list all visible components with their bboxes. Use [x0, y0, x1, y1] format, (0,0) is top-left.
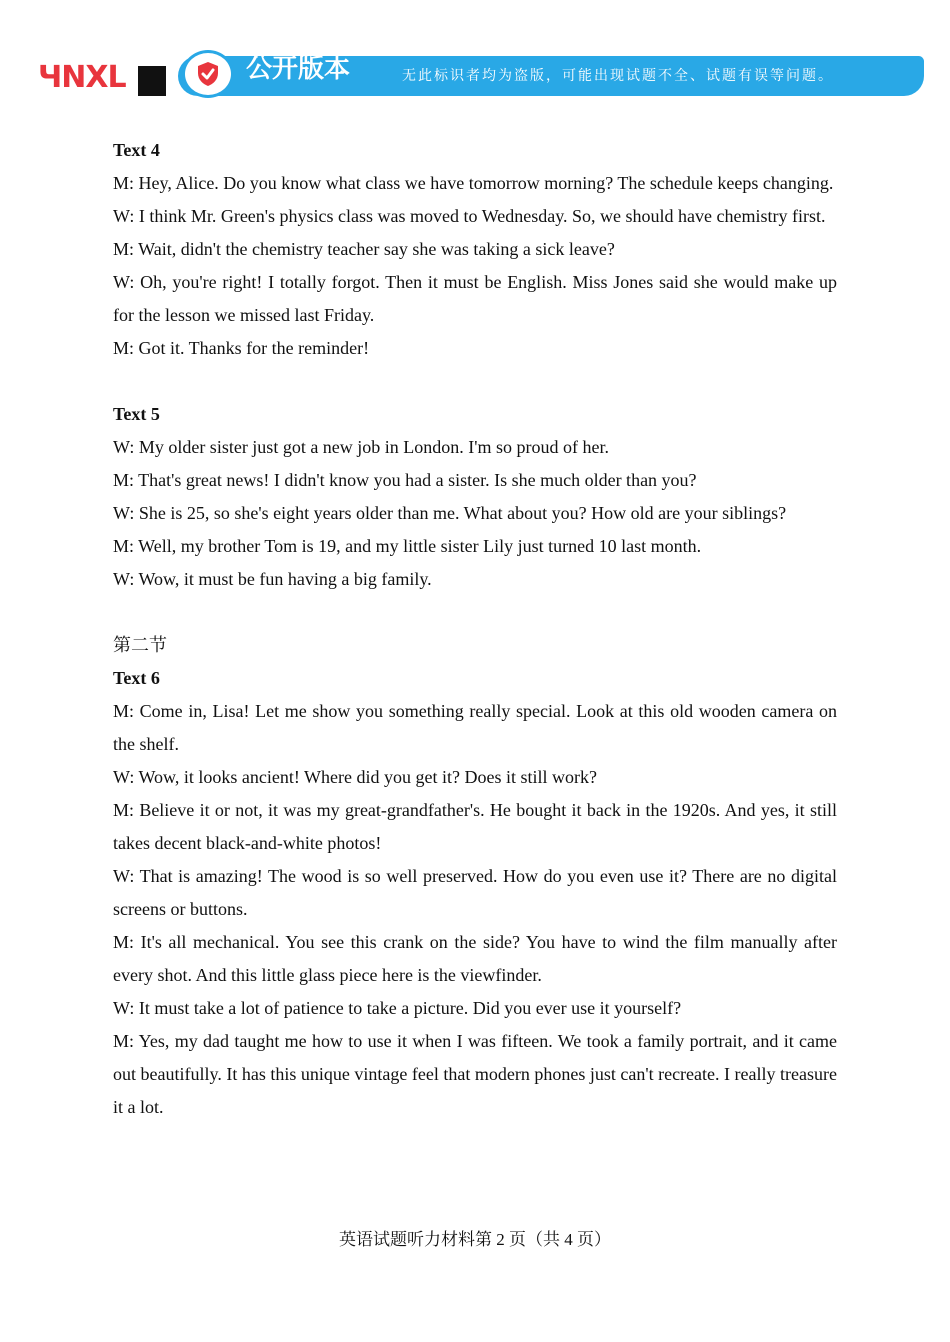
dialogue-line: W: Wow, it looks ancient! Where did you get it? Does it still work?	[113, 767, 597, 787]
section-heading: Text 6	[113, 668, 160, 688]
dialogue-line: W: Wow, it must be fun having a big family.	[113, 569, 432, 589]
shield-check-icon	[182, 50, 234, 98]
dialogue-line: M: Come in, Lisa! Let me show you something really special. Look at this old wooden camera on the shelf.	[113, 701, 837, 754]
dialogue-line: M: Yes, my dad taught me how to use it when I was fifteen. We took a family portrait, and it came out beautifully. It has this unique vintage feel that modern phones just can't recreate. I really treasure it a lot.	[113, 1031, 837, 1117]
dialogue-line: M: Hey, Alice. Do you know what class we have tomorrow morning? The schedule keeps changing.	[113, 173, 834, 193]
dialogue-line: M: Wait, didn't the chemistry teacher say she was taking a sick leave?	[113, 239, 615, 259]
header-banner	[0, 48, 950, 98]
page-footer: 英语试题听力材料第 2 页（共 4 页）	[339, 1230, 611, 1249]
publisher-logo	[38, 60, 166, 96]
section-heading: Text 5	[113, 404, 160, 424]
dialogue-line: W: That is amazing! The wood is so well preserved. How do you even use it? There are no digital screens or buttons.	[113, 866, 837, 919]
dialogue-line: M: It's all mechanical. You see this crank on the side? You have to wind the film manually after every shot. And this little glass piece here is the viewfinder.	[113, 932, 837, 985]
dialogue-line: M: That's great news! I didn't know you had a sister. Is she much older than you?	[113, 470, 697, 490]
section-heading: Text 4	[113, 140, 160, 160]
part-label: 第二节	[113, 635, 167, 655]
dialogue-line: M: Well, my brother Tom is 19, and my little sister Lily just turned 10 last month.	[113, 536, 702, 556]
dialogue-line: W: My older sister just got a new job in London. I'm so proud of her.	[113, 437, 610, 457]
logo-text: ЧNXL	[38, 60, 126, 95]
dialogue-line: W: Oh, you're right! I totally forgot. Then it must be English. Miss Jones said she would make up for the lesson we missed last Friday.	[113, 272, 837, 325]
logo-dark-block	[138, 66, 166, 96]
listening-transcript	[113, 134, 837, 1124]
banner-title: 公开版本	[246, 54, 351, 84]
dialogue-line: W: She is 25, so she's eight years older than me. What about you? How old are your siblings?	[113, 503, 787, 523]
section-spacer	[113, 596, 837, 629]
section-spacer	[113, 365, 837, 398]
banner-notice: 无此标识者均为盗版，可能出现试题不全、试题有误等问题。	[402, 68, 834, 84]
dialogue-line: M: Got it. Thanks for the reminder!	[113, 338, 370, 358]
dialogue-line: M: Believe it or not, it was my great-grandfather's. He bought it back in the 1920s. And yes, it still takes decent black-and-white photos!	[113, 800, 837, 853]
dialogue-line: W: It must take a lot of patience to take a picture. Did you ever use it yourself?	[113, 998, 682, 1018]
dialogue-line: W: I think Mr. Green's physics class was moved to Wednesday. So, we should have chemistry first.	[113, 206, 826, 226]
